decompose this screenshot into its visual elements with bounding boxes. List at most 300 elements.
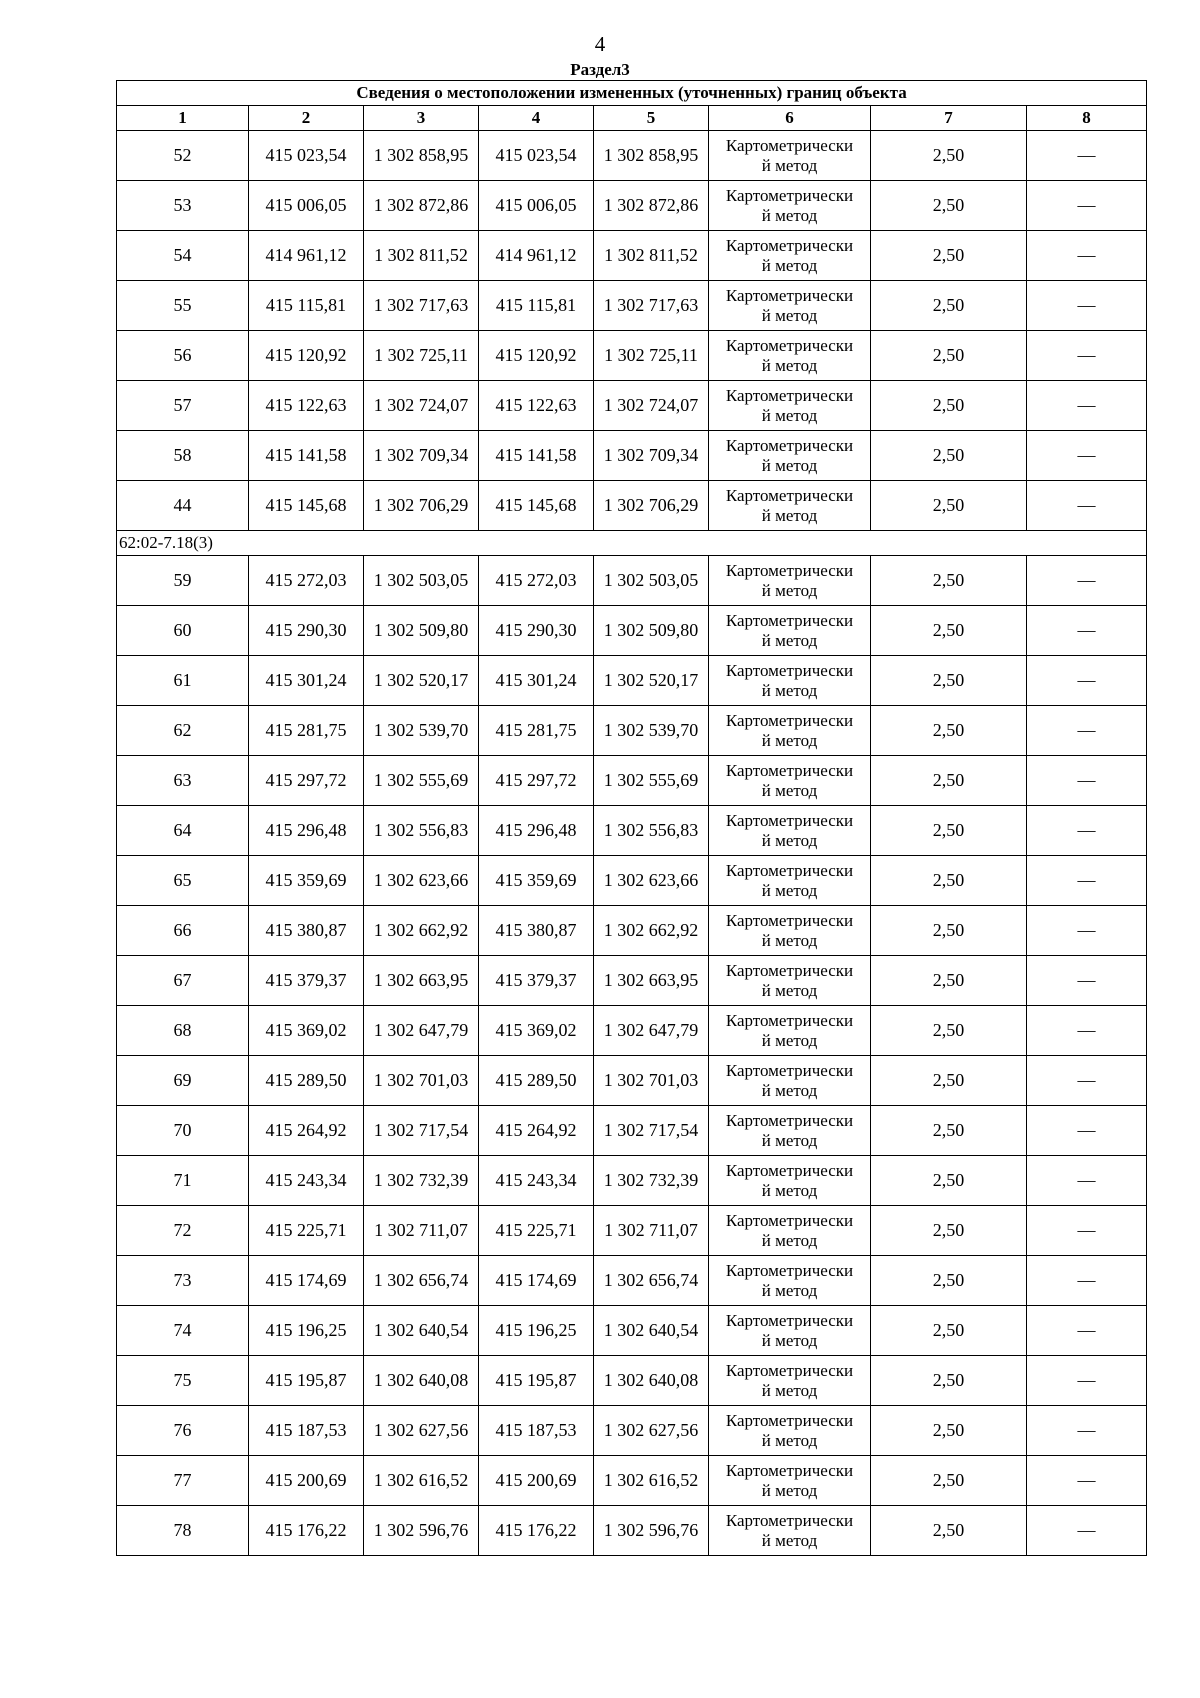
accuracy-value: 2,50 — [871, 1406, 1027, 1456]
coordinate-x-new: 415 289,50 — [479, 1056, 594, 1106]
method-line: й метод — [761, 205, 818, 225]
point-number: 72 — [117, 1206, 249, 1256]
method-line: Картометрически — [725, 1110, 854, 1130]
coordinate-x-existing: 415 195,87 — [249, 1356, 364, 1406]
point-number: 53 — [117, 181, 249, 231]
method-line: Картометрически — [725, 860, 854, 880]
coordinate-y-new: 1 302 725,11 — [594, 331, 709, 381]
coordinate-y-new: 1 302 709,34 — [594, 431, 709, 481]
point-number: 76 — [117, 1406, 249, 1456]
method-line: Картометрически — [725, 1310, 854, 1330]
method-line: й метод — [761, 505, 818, 525]
table-row — [117, 131, 1147, 181]
accuracy-value: 2,50 — [871, 231, 1027, 281]
table-row — [117, 1456, 1147, 1506]
coordinate-x-new: 415 369,02 — [479, 1006, 594, 1056]
coordinate-x-existing: 415 264,92 — [249, 1106, 364, 1156]
coordinate-x-new: 415 297,72 — [479, 756, 594, 806]
determination-method — [709, 1256, 871, 1306]
determination-method — [709, 1506, 871, 1556]
coordinate-y-existing: 1 302 711,07 — [364, 1206, 479, 1256]
point-description: — — [1027, 1356, 1147, 1406]
determination-method — [709, 806, 871, 856]
coordinate-x-new: 414 961,12 — [479, 231, 594, 281]
coordinate-x-new: 415 380,87 — [479, 906, 594, 956]
method-line: й метод — [761, 1280, 818, 1300]
coordinate-y-existing: 1 302 640,08 — [364, 1356, 479, 1406]
point-number: 68 — [117, 1006, 249, 1056]
page-number: 4 — [594, 32, 606, 56]
coordinate-x-new: 415 122,63 — [479, 381, 594, 431]
column-number: 2 — [249, 106, 364, 131]
method-line: Картометрически — [725, 485, 854, 505]
table-row — [117, 606, 1147, 656]
accuracy-value: 2,50 — [871, 906, 1027, 956]
accuracy-value: 2,50 — [871, 1006, 1027, 1056]
coordinate-y-new: 1 302 647,79 — [594, 1006, 709, 1056]
coordinate-x-existing: 415 359,69 — [249, 856, 364, 906]
coordinate-y-new: 1 302 556,83 — [594, 806, 709, 856]
accuracy-value: 2,50 — [871, 181, 1027, 231]
coordinate-y-existing: 1 302 616,52 — [364, 1456, 479, 1506]
table-row — [117, 1056, 1147, 1106]
column-number: 4 — [479, 106, 594, 131]
coordinate-x-new: 415 359,69 — [479, 856, 594, 906]
point-number: 66 — [117, 906, 249, 956]
point-description: — — [1027, 331, 1147, 381]
method-line: й метод — [761, 780, 818, 800]
coordinate-y-existing: 1 302 872,86 — [364, 181, 479, 231]
table-row — [117, 1356, 1147, 1406]
table-row — [117, 756, 1147, 806]
point-number: 67 — [117, 956, 249, 1006]
determination-method — [709, 656, 871, 706]
point-description: — — [1027, 1006, 1147, 1056]
coordinate-x-existing: 415 115,81 — [249, 281, 364, 331]
accuracy-value: 2,50 — [871, 331, 1027, 381]
coordinate-x-new: 415 272,03 — [479, 556, 594, 606]
point-description: — — [1027, 656, 1147, 706]
coordinate-y-existing: 1 302 627,56 — [364, 1406, 479, 1456]
coordinate-x-existing: 415 174,69 — [249, 1256, 364, 1306]
accuracy-value: 2,50 — [871, 606, 1027, 656]
accuracy-value: 2,50 — [871, 1156, 1027, 1206]
coordinate-x-existing: 415 145,68 — [249, 481, 364, 531]
point-description: — — [1027, 1056, 1147, 1106]
table-row — [117, 181, 1147, 231]
method-line: й метод — [761, 730, 818, 750]
method-line: Картометрически — [725, 960, 854, 980]
determination-method — [709, 556, 871, 606]
determination-method — [709, 1406, 871, 1456]
point-number: 78 — [117, 1506, 249, 1556]
point-number: 73 — [117, 1256, 249, 1306]
method-line: й метод — [761, 255, 818, 275]
column-number: 3 — [364, 106, 479, 131]
method-line: Картометрически — [725, 335, 854, 355]
accuracy-value: 2,50 — [871, 706, 1027, 756]
coordinate-y-existing: 1 302 662,92 — [364, 906, 479, 956]
method-line: Картометрически — [725, 1360, 854, 1380]
determination-method — [709, 1156, 871, 1206]
table-row — [117, 431, 1147, 481]
coordinate-y-existing: 1 302 640,54 — [364, 1306, 479, 1356]
determination-method — [709, 1306, 871, 1356]
table-row — [117, 556, 1147, 606]
method-line: й метод — [761, 1530, 818, 1550]
coordinate-y-new: 1 302 858,95 — [594, 131, 709, 181]
accuracy-value: 2,50 — [871, 656, 1027, 706]
method-line: Картометрически — [725, 810, 854, 830]
coordinate-x-new: 415 120,92 — [479, 331, 594, 381]
coordinate-x-new: 415 006,05 — [479, 181, 594, 231]
accuracy-value: 2,50 — [871, 1256, 1027, 1306]
accuracy-value: 2,50 — [871, 1206, 1027, 1256]
point-description: — — [1027, 1156, 1147, 1206]
column-number: 6 — [709, 106, 871, 131]
method-line: й метод — [761, 1130, 818, 1150]
accuracy-value: 2,50 — [871, 756, 1027, 806]
coordinate-y-existing: 1 302 503,05 — [364, 556, 479, 606]
coordinate-y-existing: 1 302 701,03 — [364, 1056, 479, 1106]
coordinate-y-new: 1 302 503,05 — [594, 556, 709, 606]
coordinate-y-existing: 1 302 647,79 — [364, 1006, 479, 1056]
coordinate-y-new: 1 302 662,92 — [594, 906, 709, 956]
determination-method — [709, 956, 871, 1006]
determination-method — [709, 906, 871, 956]
method-line: Картометрически — [725, 1260, 854, 1280]
coordinate-x-existing: 415 379,37 — [249, 956, 364, 1006]
determination-method — [709, 1106, 871, 1156]
point-description: — — [1027, 1206, 1147, 1256]
table-row — [117, 1506, 1147, 1556]
point-number: 71 — [117, 1156, 249, 1206]
coordinate-y-new: 1 302 616,52 — [594, 1456, 709, 1506]
table-row — [117, 906, 1147, 956]
method-line: й метод — [761, 1230, 818, 1250]
coordinate-x-new: 415 200,69 — [479, 1456, 594, 1506]
coordinate-x-existing: 415 196,25 — [249, 1306, 364, 1356]
coordinate-x-new: 415 145,68 — [479, 481, 594, 531]
coordinate-x-existing: 415 281,75 — [249, 706, 364, 756]
coordinate-y-existing: 1 302 811,52 — [364, 231, 479, 281]
point-description: — — [1027, 1106, 1147, 1156]
determination-method — [709, 431, 871, 481]
coordinate-x-existing: 415 290,30 — [249, 606, 364, 656]
accuracy-value: 2,50 — [871, 556, 1027, 606]
table-row — [117, 656, 1147, 706]
point-number: 56 — [117, 331, 249, 381]
point-number: 77 — [117, 1456, 249, 1506]
coordinate-x-existing: 415 141,58 — [249, 431, 364, 481]
coordinate-x-new: 415 023,54 — [479, 131, 594, 181]
coordinate-x-existing: 415 272,03 — [249, 556, 364, 606]
point-description: — — [1027, 1406, 1147, 1456]
coordinate-y-new: 1 302 555,69 — [594, 756, 709, 806]
point-description: — — [1027, 906, 1147, 956]
table-row — [117, 806, 1147, 856]
determination-method — [709, 1456, 871, 1506]
table-row — [117, 281, 1147, 331]
coordinate-x-existing: 415 176,22 — [249, 1506, 364, 1556]
coordinate-y-existing: 1 302 724,07 — [364, 381, 479, 431]
coordinate-y-existing: 1 302 663,95 — [364, 956, 479, 1006]
point-number: 59 — [117, 556, 249, 606]
coordinate-x-new: 415 301,24 — [479, 656, 594, 706]
accuracy-value: 2,50 — [871, 1056, 1027, 1106]
coordinate-x-new: 415 115,81 — [479, 281, 594, 331]
accuracy-value: 2,50 — [871, 281, 1027, 331]
method-line: Картометрически — [725, 1210, 854, 1230]
point-number: 63 — [117, 756, 249, 806]
table-row — [117, 1206, 1147, 1256]
column-number: 7 — [871, 106, 1027, 131]
table-row — [117, 956, 1147, 1006]
table-row — [117, 231, 1147, 281]
determination-method — [709, 1356, 871, 1406]
coordinate-y-new: 1 302 811,52 — [594, 231, 709, 281]
group-row — [117, 531, 1147, 556]
method-line: й метод — [761, 1330, 818, 1350]
section-title: Раздел3 — [570, 60, 630, 79]
method-line: Картометрически — [725, 235, 854, 255]
coordinate-x-existing: 415 200,69 — [249, 1456, 364, 1506]
coordinate-y-existing: 1 302 555,69 — [364, 756, 479, 806]
method-line: й метод — [761, 1480, 818, 1500]
point-description: — — [1027, 706, 1147, 756]
point-description: — — [1027, 181, 1147, 231]
coordinate-y-new: 1 302 539,70 — [594, 706, 709, 756]
table-row — [117, 331, 1147, 381]
coordinate-y-existing: 1 302 539,70 — [364, 706, 479, 756]
method-line: й метод — [761, 980, 818, 1000]
coordinate-x-new: 415 379,37 — [479, 956, 594, 1006]
point-number: 54 — [117, 231, 249, 281]
coordinate-x-existing: 415 369,02 — [249, 1006, 364, 1056]
point-number: 62 — [117, 706, 249, 756]
method-line: Картометрически — [725, 610, 854, 630]
coordinate-y-existing: 1 302 732,39 — [364, 1156, 479, 1206]
coordinate-y-existing: 1 302 706,29 — [364, 481, 479, 531]
determination-method — [709, 756, 871, 806]
coordinate-x-new: 415 281,75 — [479, 706, 594, 756]
method-line: Картометрически — [725, 1510, 854, 1530]
method-line: Картометрически — [725, 910, 854, 930]
determination-method — [709, 231, 871, 281]
point-number: 65 — [117, 856, 249, 906]
coordinate-y-new: 1 302 623,66 — [594, 856, 709, 906]
method-line: й метод — [761, 630, 818, 650]
table-row — [117, 1306, 1147, 1356]
accuracy-value: 2,50 — [871, 1456, 1027, 1506]
determination-method — [709, 606, 871, 656]
table-row — [117, 1406, 1147, 1456]
coordinate-x-existing: 415 122,63 — [249, 381, 364, 431]
method-line: й метод — [761, 355, 818, 375]
determination-method — [709, 131, 871, 181]
method-line: й метод — [761, 830, 818, 850]
determination-method — [709, 181, 871, 231]
coordinate-x-existing: 415 225,71 — [249, 1206, 364, 1256]
point-description: — — [1027, 556, 1147, 606]
determination-method — [709, 1006, 871, 1056]
point-description: — — [1027, 956, 1147, 1006]
table-body — [117, 131, 1147, 1556]
coordinate-y-new: 1 302 520,17 — [594, 656, 709, 706]
coordinate-x-new: 415 290,30 — [479, 606, 594, 656]
coordinate-x-new: 415 141,58 — [479, 431, 594, 481]
point-description: — — [1027, 1506, 1147, 1556]
coordinate-y-new: 1 302 640,54 — [594, 1306, 709, 1356]
method-line: Картометрически — [725, 435, 854, 455]
column-number-row — [117, 106, 1147, 131]
accuracy-value: 2,50 — [871, 1106, 1027, 1156]
accuracy-value: 2,50 — [871, 131, 1027, 181]
coordinate-y-new: 1 302 627,56 — [594, 1406, 709, 1456]
method-line: Картометрически — [725, 710, 854, 730]
method-line: Картометрически — [725, 1160, 854, 1180]
method-line: й метод — [761, 1430, 818, 1450]
coordinate-x-existing: 415 296,48 — [249, 806, 364, 856]
method-line: й метод — [761, 580, 818, 600]
point-description: — — [1027, 1456, 1147, 1506]
method-line: й метод — [761, 1180, 818, 1200]
coordinate-x-existing: 414 961,12 — [249, 231, 364, 281]
table-row — [117, 1006, 1147, 1056]
determination-method — [709, 331, 871, 381]
point-number: 44 — [117, 481, 249, 531]
coordinate-x-existing: 415 301,24 — [249, 656, 364, 706]
coordinate-y-existing: 1 302 596,76 — [364, 1506, 479, 1556]
accuracy-value: 2,50 — [871, 1506, 1027, 1556]
coordinate-y-new: 1 302 701,03 — [594, 1056, 709, 1106]
determination-method — [709, 281, 871, 331]
coordinate-x-new: 415 187,53 — [479, 1406, 594, 1456]
method-line: Картометрически — [725, 560, 854, 580]
accuracy-value: 2,50 — [871, 806, 1027, 856]
coordinate-x-new: 415 176,22 — [479, 1506, 594, 1556]
table-row — [117, 1106, 1147, 1156]
table-row — [117, 1156, 1147, 1206]
coordinate-y-new: 1 302 656,74 — [594, 1256, 709, 1306]
coordinate-y-new: 1 302 663,95 — [594, 956, 709, 1006]
method-line: Картометрически — [725, 660, 854, 680]
coordinate-x-new: 415 196,25 — [479, 1306, 594, 1356]
method-line: Картометрически — [725, 285, 854, 305]
coordinate-x-new: 415 195,87 — [479, 1356, 594, 1406]
coordinate-y-existing: 1 302 709,34 — [364, 431, 479, 481]
coordinate-x-new: 415 264,92 — [479, 1106, 594, 1156]
determination-method — [709, 381, 871, 431]
coordinate-x-new: 415 225,71 — [479, 1206, 594, 1256]
method-line: Картометрически — [725, 1010, 854, 1030]
coordinate-y-existing: 1 302 509,80 — [364, 606, 479, 656]
point-description: — — [1027, 381, 1147, 431]
point-number: 70 — [117, 1106, 249, 1156]
determination-method — [709, 1206, 871, 1256]
point-number: 57 — [117, 381, 249, 431]
method-line: Картометрически — [725, 185, 854, 205]
point-number: 64 — [117, 806, 249, 856]
group-label: 62:02-7.18(3) — [117, 531, 1147, 556]
column-number: 1 — [117, 106, 249, 131]
coordinate-x-new: 415 243,34 — [479, 1156, 594, 1206]
method-line: й метод — [761, 155, 818, 175]
accuracy-value: 2,50 — [871, 1356, 1027, 1406]
point-number: 58 — [117, 431, 249, 481]
determination-method — [709, 1056, 871, 1106]
method-line: й метод — [761, 1080, 818, 1100]
method-line: й метод — [761, 1380, 818, 1400]
point-description: — — [1027, 431, 1147, 481]
coordinate-y-existing: 1 302 725,11 — [364, 331, 479, 381]
accuracy-value: 2,50 — [871, 1306, 1027, 1356]
coordinate-x-existing: 415 023,54 — [249, 131, 364, 181]
table-row — [117, 381, 1147, 431]
point-description: — — [1027, 281, 1147, 331]
coordinate-x-existing: 415 006,05 — [249, 181, 364, 231]
method-line: Картометрически — [725, 135, 854, 155]
method-line: й метод — [761, 455, 818, 475]
coordinate-y-new: 1 302 717,63 — [594, 281, 709, 331]
coordinate-y-new: 1 302 717,54 — [594, 1106, 709, 1156]
coordinate-y-new: 1 302 640,08 — [594, 1356, 709, 1406]
determination-method — [709, 481, 871, 531]
coordinate-y-existing: 1 302 556,83 — [364, 806, 479, 856]
method-line: й метод — [761, 1030, 818, 1050]
point-number: 55 — [117, 281, 249, 331]
point-number: 52 — [117, 131, 249, 181]
column-number: 5 — [594, 106, 709, 131]
coordinate-y-existing: 1 302 656,74 — [364, 1256, 479, 1306]
point-description: — — [1027, 481, 1147, 531]
point-number: 74 — [117, 1306, 249, 1356]
table-row — [117, 706, 1147, 756]
coordinate-x-new: 415 174,69 — [479, 1256, 594, 1306]
accuracy-value: 2,50 — [871, 956, 1027, 1006]
table-row — [117, 856, 1147, 906]
method-line: Картометрически — [725, 1460, 854, 1480]
point-description: — — [1027, 806, 1147, 856]
coordinate-y-new: 1 302 706,29 — [594, 481, 709, 531]
coordinate-x-existing: 415 243,34 — [249, 1156, 364, 1206]
point-description: — — [1027, 1306, 1147, 1356]
coordinate-y-new: 1 302 724,07 — [594, 381, 709, 431]
accuracy-value: 2,50 — [871, 481, 1027, 531]
accuracy-value: 2,50 — [871, 431, 1027, 481]
coordinate-y-existing: 1 302 717,63 — [364, 281, 479, 331]
method-line: Картометрически — [725, 1060, 854, 1080]
point-description: — — [1027, 1256, 1147, 1306]
point-description: — — [1027, 131, 1147, 181]
coordinate-y-new: 1 302 872,86 — [594, 181, 709, 231]
point-number: 69 — [117, 1056, 249, 1106]
method-line: Картометрически — [725, 1410, 854, 1430]
point-description: — — [1027, 856, 1147, 906]
point-number: 60 — [117, 606, 249, 656]
coordinate-x-existing: 415 187,53 — [249, 1406, 364, 1456]
coordinate-x-existing: 415 380,87 — [249, 906, 364, 956]
method-line: й метод — [761, 930, 818, 950]
method-line: й метод — [761, 305, 818, 325]
coordinate-y-existing: 1 302 717,54 — [364, 1106, 479, 1156]
coordinate-x-existing: 415 120,92 — [249, 331, 364, 381]
column-number: 8 — [1027, 106, 1147, 131]
table-caption-row — [117, 81, 1147, 106]
coordinate-y-new: 1 302 509,80 — [594, 606, 709, 656]
coordinate-y-new: 1 302 732,39 — [594, 1156, 709, 1206]
point-description: — — [1027, 756, 1147, 806]
